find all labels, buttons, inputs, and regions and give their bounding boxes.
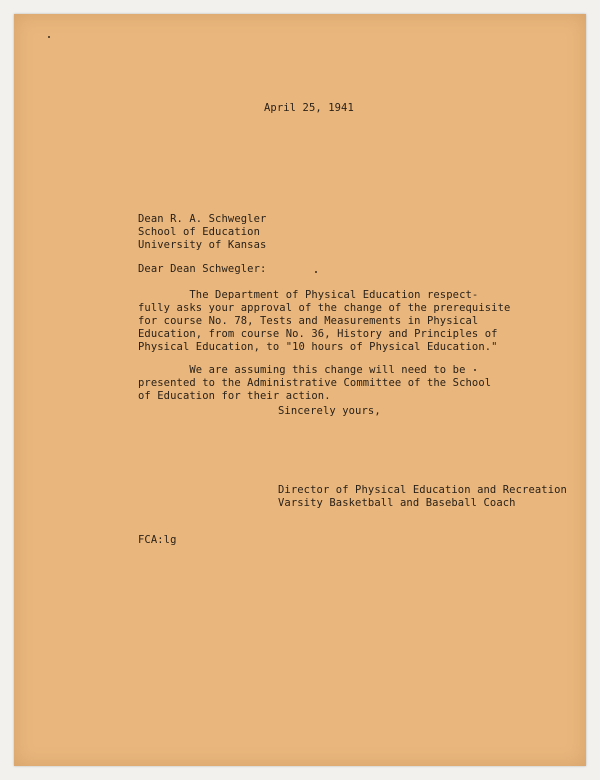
letter-date: April 25, 1941 bbox=[264, 102, 354, 114]
paragraph1-line: The Department of Physical Education respect- bbox=[138, 289, 479, 301]
paragraph1-line: for course No. 78, Tests and Measurements in Physical bbox=[138, 315, 479, 327]
recipient-school: School of Education bbox=[138, 226, 261, 238]
signature-subtitle: Varsity Basketball and Baseball Coach bbox=[278, 497, 516, 509]
salutation: Dear Dean Schwegler: bbox=[138, 263, 267, 275]
signature-title: Director of Physical Education and Recreation bbox=[278, 484, 567, 496]
paragraph1-line: Education, from course No. 36, History and Principles of bbox=[138, 328, 498, 340]
paragraph1-line: fully asks your approval of the change of the prerequisite bbox=[138, 302, 511, 314]
typist-initials: FCA:lg bbox=[138, 534, 177, 546]
paragraph2-line: of Education for their action. bbox=[138, 390, 331, 402]
paragraph2-line: We are assuming this change will need to be bbox=[138, 364, 466, 376]
recipient-name: Dean R. A. Schwegler bbox=[138, 213, 267, 225]
closing: Sincerely yours, bbox=[278, 405, 381, 417]
paper-speck bbox=[48, 36, 50, 38]
letter-page bbox=[14, 14, 586, 766]
paper-speck bbox=[315, 271, 317, 273]
paragraph2-line: presented to the Administrative Committee of the School bbox=[138, 377, 492, 389]
recipient-university: University of Kansas bbox=[138, 239, 267, 251]
paper-speck bbox=[474, 369, 476, 371]
paragraph1-line: Physical Education, to "10 hours of Physical Education." bbox=[138, 341, 498, 353]
